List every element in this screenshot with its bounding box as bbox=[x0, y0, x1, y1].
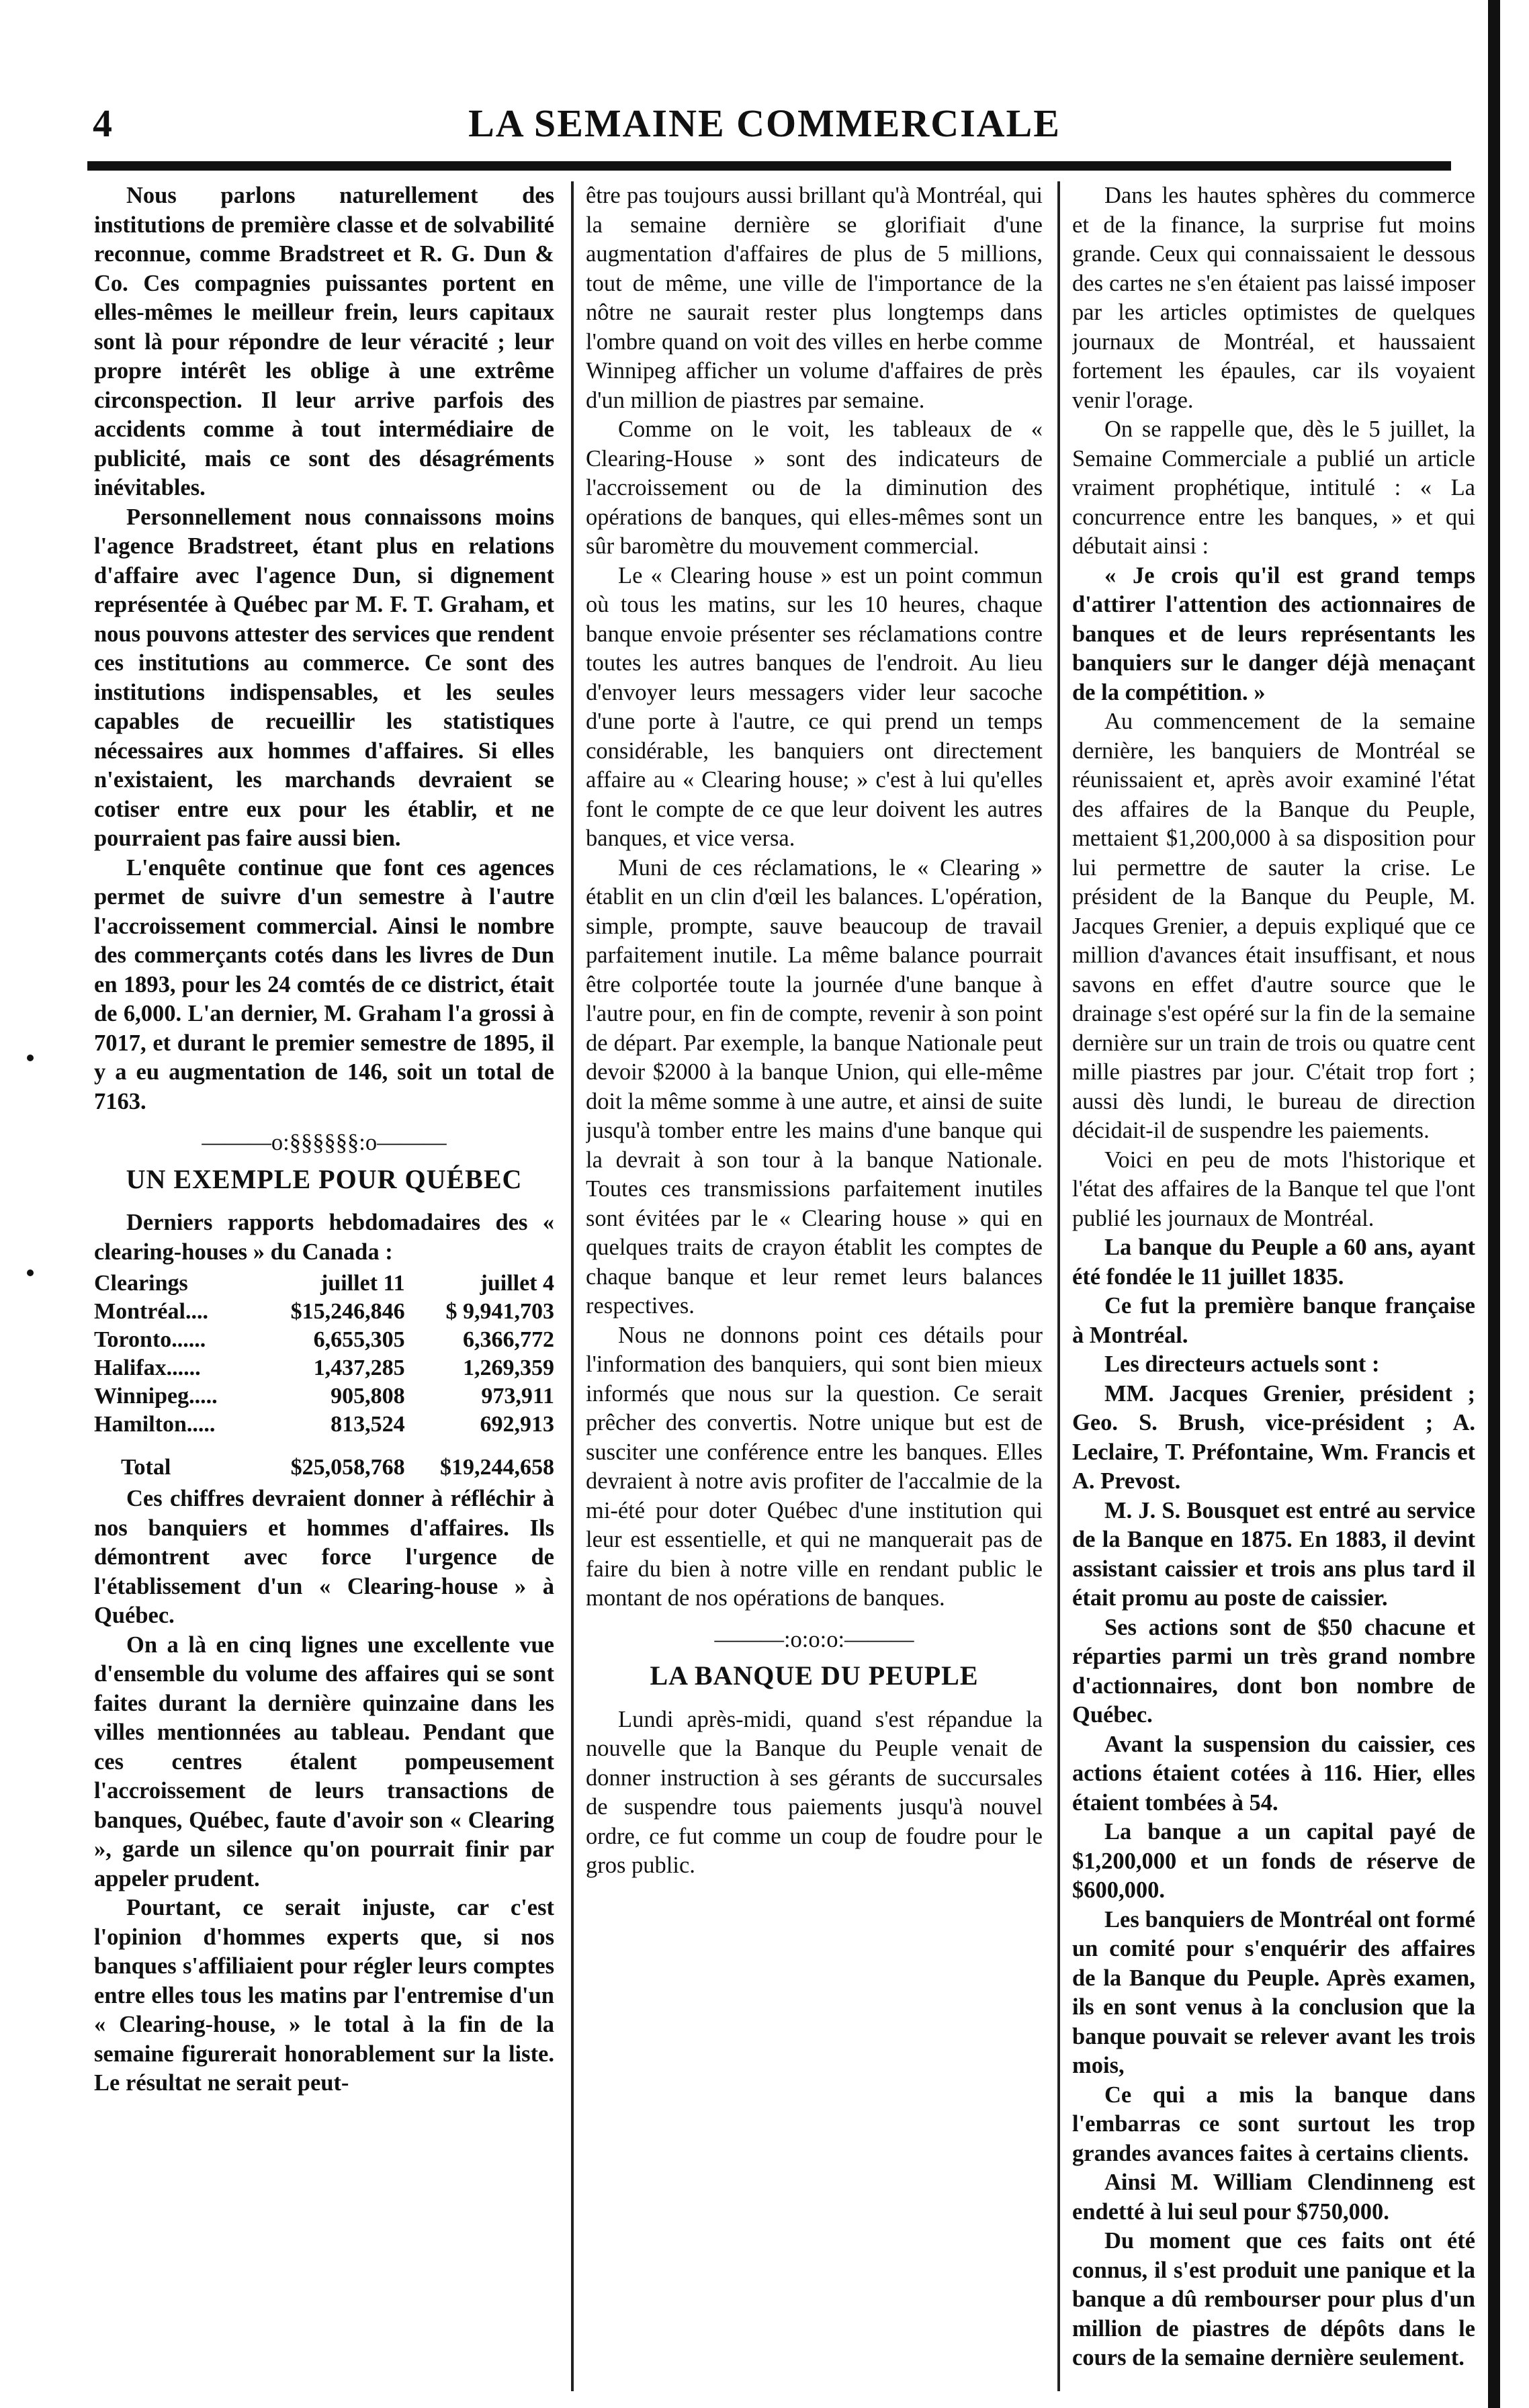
paragraph: La banque du Peuple a 60 ans, ayant été fondée le 11 juillet 1835. bbox=[1072, 1235, 1475, 1290]
paragraph: Personnellement nous connaissons moins l'agence Bradstreet, étant plus en relations d'affaire avec l'agence Dun, si dignement représentée à Québec par M. F. T. Graham, et nous pouvons attester des services que rendent ces institutions au commerce. Ce sont des institutions indispensables, et les seules capables de recueillir les statistiques nécessaires aux hommes d'affaires. Si elles n'existaient, les marchands devraient se cotiser entre eux pour les établir, et ne pourraient pas faire aussi bien. bbox=[94, 504, 554, 851]
margin-dot bbox=[27, 1055, 34, 1061]
paragraph: Comme on le voit, les tableaux de « Clearing-House » sont des indicateurs de l'accroissement ou de la diminution des opérations de banques, qui elles-mêmes sont un sûr baromètre du mouvement commercial. bbox=[586, 416, 1043, 559]
paragraph: La banque a un capital payé de $1,200,000 et un fonds de réserve de $600,000. bbox=[1072, 1819, 1475, 1903]
paragraph: Les banquiers de Montréal ont formé un comité pour s'enquérir des affaires de la Banque du Peuple. Après examen, ils en sont venus à la conclusion que la banque pouvait se relever avant les trois mois, bbox=[1072, 1906, 1475, 2078]
column-divider-left bbox=[571, 181, 574, 2391]
table-row bbox=[94, 1411, 554, 1439]
table-cell: 692,913 bbox=[480, 1412, 554, 1437]
paragraph: Avant la suspension du caissier, ces actions étaient cotées à 116. Hier, elles étaient tombées à 54. bbox=[1072, 1731, 1475, 1816]
paragraph: Pourtant, ce serait injuste, car c'est l'opinion d'hommes experts que, si nos banques s'affiliaient pour régler leurs comptes entre elles tous les matins par l'entremise d'un « Clearing-house, » le total à la fin de la semaine figurerait honorablement sur la liste. Le résultat ne serait peut- bbox=[94, 1895, 554, 2096]
table-cell: Clearings bbox=[94, 1271, 188, 1296]
column-divider-right bbox=[1057, 181, 1060, 2391]
table-row bbox=[94, 1354, 554, 1382]
table-row bbox=[94, 1382, 554, 1411]
header-rule bbox=[87, 161, 1451, 171]
table-cell: 1,437,285 bbox=[313, 1355, 405, 1380]
article-heading: LA BANQUE DU PEUPLE bbox=[650, 1660, 979, 1691]
column-3 bbox=[1072, 181, 1475, 2398]
table-caption: Derniers rapports hebdomadaires des « clearing-houses » du Canada : bbox=[94, 1210, 554, 1265]
margin-dot bbox=[27, 1269, 34, 1276]
table-cell: 813,524 bbox=[331, 1412, 405, 1437]
newspaper-masthead: LA SEMAINE COMMERCIALE bbox=[468, 101, 1061, 145]
paragraph: Nous ne donnons point ces détails pour l'information des banquiers, qui sont bien mieux informés que nous sur la question. Ce serait prêcher des convertis. Notre unique but est de susciter une conférence entre les banques. Elles devraient à notre avis profiter de l'accalmie de la mi-été pour doter Québec d'une institution qui leur est essentielle, et qui ne manquerait pas de faire du bien à notre ville en rendant public le montant de nos opérations de banques. bbox=[586, 1322, 1043, 1611]
paragraph: Lundi après-midi, quand s'est répandue la nouvelle que la Banque du Peuple venait de donner instruction à ses gérants de succursales de suspendre tous paiements jusqu'à nouvel ordre, ce fut comme un coup de foudre pour le gros public. bbox=[586, 1706, 1043, 1878]
paragraph: Dans les hautes sphères du commerce et de la finance, la surprise fut moins grande. Ceux qui connaissaient le dessous des cartes ne s'en étaient pas laissé imposer par les articles optimistes de quelques journaux de Montréal, et haussaient fortement les épaules, car ils voyaient venir l'orage. bbox=[1072, 183, 1475, 413]
paragraph: Ce fut la première banque française à Montréal. bbox=[1072, 1293, 1475, 1348]
section-ornament: ———:o:o:o:——— bbox=[714, 1626, 914, 1652]
paragraph: Nous parlons naturellement des institutions de première classe et de solvabilité reconnue, comme Bradstreet et R. G. Dun & Co. Ces compagnies puissantes portent en elles-mêmes le meilleur frein, leurs capitaux sont là pour répondre de leur véracité ; leur propre intérêt les oblige à une extrême circonspection. Il leur arrive parfois des accidents comme à tout intermédiaire de publicité, mais ce sont des désagréments inévitables. bbox=[94, 183, 554, 500]
table-header-row bbox=[94, 1269, 554, 1298]
paragraph: Ces chiffres devraient donner à réfléchir à nos banquiers et hommes d'affaires. Ils démontrent avec force l'urgence de l'établissement d'un « Clearing-house » à Québec. bbox=[94, 1486, 554, 1628]
column-1 bbox=[94, 181, 554, 2398]
column-2 bbox=[586, 181, 1043, 2398]
page-number: 4 bbox=[93, 101, 112, 145]
paragraph: Ainsi M. William Clendinneng est endetté à lui seul pour $750,000. bbox=[1072, 2170, 1475, 2225]
paragraph: MM. Jacques Grenier, président ; Geo. S. Brush, vice-président ; A. Leclaire, T. Préfontaine, Wm. Francis et A. Prevost. bbox=[1072, 1380, 1475, 1494]
table-cell: Toronto...... bbox=[94, 1327, 206, 1352]
table-row bbox=[94, 1326, 554, 1354]
paragraph: Voici en peu de mots l'historique et l'état des affaires de la Banque tel que l'ont publié les journaux de Montréal. bbox=[1072, 1147, 1475, 1231]
paragraph: Au commencement de la semaine dernière, les banquiers de Montréal se réunissaient et, après avoir examiné l'état des affaires de la Banque du Peuple, mettaient $1,200,000 à sa disposition pour lui permettre de sauter la crise. Le président de la Banque du Peuple, M. Jacques Grenier, a depuis expliqué que ce million d'avances était insuffisant, et nous savons en effet d'autre source que le drainage s'est opéré sur la fin de la semaine dernière sur un train de trois ou quatre cent mille piastres par jour. C'était trop fort ; aussi dès lundi, le bureau de direction décidait-il de suspendre les paiements. bbox=[1072, 709, 1475, 1143]
table-cell: Hamilton..... bbox=[94, 1412, 216, 1437]
table-cell: $19,244,658 bbox=[440, 1455, 554, 1480]
paragraph: Muni de ces réclamations, le « Clearing » établit en un clin d'œil les balances. L'opération, simple, prompte, sauve beaucoup de travail parfaitement inutile. La même balance pourrait être colportée toute la journée d'une banque à l'autre pour, en fin de compte, revenir à son point de départ. Par exemple, la banque Nationale peut devoir $2000 à la banque Union, qui elle-même doit la même somme à une autre, et ainsi de suite jusqu'à tomber entre les mains d'une banque qui la devrait à son tour à la banque Nationale. Toutes ces transmissions parfaitement inutiles sont évitées par le « Clearing house » qui en quelques traits de crayon établit les comptes de chaque banque et leur remet leurs balances respectives. bbox=[586, 854, 1043, 1319]
table-cell: Halifax...... bbox=[94, 1355, 201, 1380]
section-ornament: ———o:§§§§§§:o——— bbox=[202, 1130, 447, 1155]
table-total-row bbox=[94, 1439, 554, 1482]
article-heading: UN EXEMPLE POUR QUÉBEC bbox=[126, 1163, 523, 1194]
table-cell: 1,269,359 bbox=[463, 1355, 554, 1380]
table-cell: 905,808 bbox=[331, 1384, 405, 1409]
paragraph: Du moment que ces faits ont été connus, il s'est produit une panique et la banque a dû rembourser pour plus d'un million de piastres de dépôts dans le cours de la semaine dernière seulement. bbox=[1072, 2228, 1475, 2370]
page-edge-bar bbox=[1488, 0, 1500, 2408]
table-cell: Winnipeg..... bbox=[94, 1384, 218, 1409]
paragraph: Ses actions sont de $50 chacune et réparties parmi un très grand nombre d'actionnaires, dont bon nombre de Québec. bbox=[1072, 1614, 1475, 1728]
table-cell: $15,246,846 bbox=[290, 1299, 405, 1324]
paragraph: Le « Clearing house » est un point commun où tous les matins, sur les 10 heures, chaque banque envoie présenter ses réclamations contre toutes les autres banques de l'endroit. Au lieu d'envoyer leurs messagers vider leur sacoche d'une porte à l'autre, ce qui prend un temps considérable, les banquiers ont directement affaire au « Clearing house; » c'est à lui qu'elles font le compte de ce que leur doivent les autres banques, et vice versa. bbox=[586, 562, 1043, 851]
paragraph: Les directeurs actuels sont : bbox=[1104, 1351, 1380, 1377]
table-cell: Montréal.... bbox=[94, 1299, 208, 1324]
paragraph: M. J. S. Bousquet est entré au service de la Banque en 1875. En 1883, il devint assistant caissier et trois ans plus tard il était promu au poste de caissier. bbox=[1072, 1497, 1475, 1611]
paragraph: être pas toujours aussi brillant qu'à Montréal, qui la semaine dernière se glorifiait d'une augmentation d'affaires de plus de 5 millions, tout de même, une ville de l'importance de la nôtre ne saurait rester plus longtemps dans l'ombre quand on voit des villes en herbe comme Winnipeg afficher un volume d'affaires de près d'un million de piastres par semaine. bbox=[586, 183, 1043, 413]
quoted-paragraph: « Je crois qu'il est grand temps d'attirer l'attention des actionnaires de banques et de leurs représentants les banquiers sur le danger déjà menaçant de la compétition. » bbox=[1072, 562, 1475, 705]
paragraph: Ce qui a mis la banque dans l'embarras ce sont surtout les trop grandes avances faites à certains clients. bbox=[1072, 2082, 1475, 2166]
table-cell: 6,366,772 bbox=[463, 1327, 554, 1352]
paragraph: L'enquête continue que font ces agences permet de suivre d'un semestre à l'autre l'accroissement commercial. Ainsi le nombre des commerçants cotés dans les livres de Dun en 1893, pour les 24 comtés de ce district, était de 6,000. L'an dernier, M. Graham l'a grossi à 7017, et durant le premier semestre de 1895, il y a eu augmentation de 146, soit un total de 7163. bbox=[94, 854, 554, 1114]
table-cell: 973,911 bbox=[481, 1384, 554, 1409]
table-row bbox=[94, 1298, 554, 1326]
table-cell: $25,058,768 bbox=[290, 1455, 405, 1480]
table-cell: $ 9,941,703 bbox=[445, 1299, 554, 1324]
paragraph: On se rappelle que, dès le 5 juillet, la Semaine Commerciale a publié un article vraiment prophétique, intitulé : « La concurrence entre les banques, » et qui débutait ainsi : bbox=[1072, 416, 1475, 559]
paragraph: On a là en cinq lignes une excellente vue d'ensemble du volume des affaires qui se sont faites durant la dernière quinzaine dans les villes mentionnées au tableau. Pendant que ces centres étalent pompeusement l'accroissement de leurs transactions de banques, Québec, faute d'avoir son « Clearing », garde un silence qu'on pourrait finir par appeler prudent. bbox=[94, 1632, 554, 1891]
table-cell: juillet 11 bbox=[320, 1271, 405, 1296]
clearings-table bbox=[94, 1269, 554, 1482]
table-cell: juillet 4 bbox=[480, 1271, 554, 1296]
table-cell: 6,655,305 bbox=[313, 1327, 405, 1352]
table-cell: Total bbox=[121, 1455, 171, 1480]
